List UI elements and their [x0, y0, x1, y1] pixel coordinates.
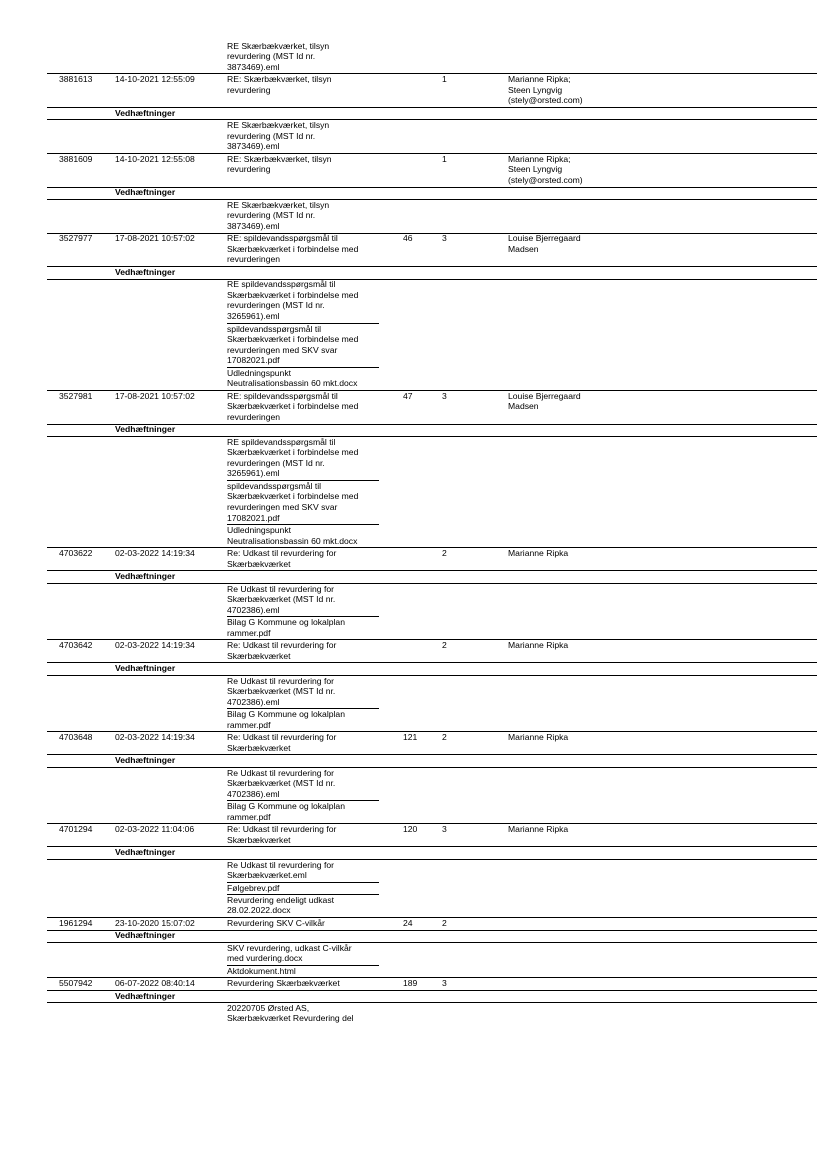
attachment-name-line: Re Udkast til revurdering for: [227, 583, 334, 594]
attachment-count: 1: [442, 153, 447, 164]
document-id: 3881609: [59, 153, 93, 164]
attachments-header-row: [0, 187, 827, 199]
attachments-label: Vedhæftninger: [115, 663, 176, 674]
recipients: [508, 732, 568, 743]
record-row: [0, 732, 827, 755]
attachment-name: [227, 883, 279, 894]
attachment-row: [0, 525, 827, 548]
attachment-name-line: Skærbækværket i forbindelse med: [227, 447, 359, 458]
attachments-label: Vedhæftninger: [115, 187, 176, 198]
document-title-line: Re: Udkast til revurdering for: [227, 640, 337, 651]
document-id: 3527977: [59, 233, 93, 244]
attachments-header-row: [0, 571, 827, 583]
document-title-line: revurdering: [227, 84, 271, 95]
attachment-row: [0, 41, 827, 75]
attachment-count: 2: [442, 640, 447, 651]
recipients-line: Marianne Ripka: [508, 548, 569, 559]
recipients-line: Madsen: [508, 243, 539, 254]
record-row: [0, 548, 827, 571]
document-title-line: Re: Udkast til revurdering for: [227, 548, 337, 559]
attachment-name-line: spildevandsspørgsmål til: [227, 323, 322, 334]
attachments-header-row: [0, 663, 827, 675]
record-row: [0, 824, 827, 847]
recipients: [508, 824, 568, 835]
attachment-name: [227, 525, 357, 546]
attachment-name-line: 4702386).eml: [227, 788, 280, 799]
attachment-row: [0, 368, 827, 391]
attachments-header-row: [0, 267, 827, 279]
attachment-name-line: Skærbækværket i forbindelse med: [227, 289, 359, 300]
document-title-line: RE: Skærbækværket, tilsyn: [227, 153, 332, 164]
document-title: [227, 918, 325, 929]
document-date: 02-03-2022 14:19:34: [115, 732, 195, 743]
attachments-header-row: [0, 847, 827, 859]
document-id: 5507942: [59, 978, 93, 989]
attachments-label: Vedhæftninger: [115, 755, 176, 766]
attachment-row: [0, 200, 827, 234]
recipients: [508, 74, 583, 106]
attachment-name-line: spildevandsspørgsmål til: [227, 480, 322, 491]
attachment-name: [227, 200, 329, 232]
document-date: 02-03-2022 14:19:34: [115, 640, 195, 651]
attachment-name-line: Re Udkast til revurdering for: [227, 859, 334, 870]
attachment-name: [227, 768, 335, 800]
recipients-line: Steen Lyngvig: [508, 164, 563, 175]
record-row: [0, 154, 827, 188]
recipients-line: Marianne Ripka;: [508, 74, 571, 85]
attachment-name-line: Skærbækværket i forbindelse med: [227, 334, 359, 345]
attachment-name-line: 3265961).eml: [227, 468, 280, 479]
recipients-line: Louise Bjerregaard: [508, 233, 581, 244]
attachments-label: Vedhæftninger: [115, 930, 176, 941]
recipients-line: Marianne Ripka: [508, 824, 569, 835]
document-title-line: RE: spildevandsspørgsmål til: [227, 233, 338, 244]
attachment-count: 3: [442, 824, 447, 835]
recipients: [508, 233, 581, 254]
recipients-line: Marianne Ripka;: [508, 153, 571, 164]
document-date: 14-10-2021 12:55:08: [115, 153, 195, 164]
attachments-header-row: [0, 108, 827, 120]
document-date: 02-03-2022 11:04:06: [115, 824, 195, 835]
attachment-name: [227, 895, 334, 916]
attachment-name-line: 3873469).eml: [227, 220, 280, 231]
document-title-line: RE: Skærbækværket, tilsyn: [227, 74, 332, 85]
attachment-name-line: rammer.pdf: [227, 627, 271, 638]
attachment-row: [0, 883, 827, 895]
attachment-row: [0, 801, 827, 824]
page-count: 120: [403, 824, 418, 835]
attachment-name-line: revurdering (MST Id nr.: [227, 130, 316, 141]
document-title: [227, 824, 336, 845]
attachment-name: [227, 584, 335, 616]
document-title-line: Skærbækværket: [227, 742, 291, 753]
recipients-line: Marianne Ripka: [508, 732, 569, 743]
document-date: 23-10-2020 15:07:02: [115, 917, 195, 928]
record-row: [0, 978, 827, 990]
record-row: [0, 918, 827, 930]
record-row: [0, 233, 827, 267]
attachments-label: Vedhæftninger: [115, 847, 176, 858]
attachment-name: [227, 943, 352, 964]
document-id: 4703622: [59, 548, 93, 559]
attachments-header-row: [0, 424, 827, 436]
attachment-row: [0, 324, 827, 368]
attachment-name-line: 3873469).eml: [227, 141, 280, 152]
attachment-count: 1: [442, 74, 447, 85]
attachment-name: [227, 41, 329, 73]
attachment-name-line: med vurdering.docx: [227, 953, 303, 964]
document-date: 17-08-2021 10:57:02: [115, 390, 195, 401]
attachment-name-line: revurdering (MST Id nr.: [227, 51, 316, 62]
document-title-line: Skærbækværket i forbindelse med: [227, 401, 359, 412]
attachment-name-line: RE spildevandsspørgsmål til: [227, 436, 336, 447]
attachment-name-line: 28.02.2022.docx: [227, 905, 291, 916]
recipients-line: Marianne Ripka: [508, 640, 569, 651]
attachment-row: [0, 943, 827, 966]
attachment-row: [0, 481, 827, 525]
attachment-name-line: Skærbækværket (MST Id nr.: [227, 686, 336, 697]
attachment-row: [0, 768, 827, 802]
attachment-name-line: 17082021.pdf: [227, 355, 280, 366]
document-date: 17-08-2021 10:57:02: [115, 233, 195, 244]
attachment-row: [0, 437, 827, 481]
attachments-label: Vedhæftninger: [115, 424, 176, 435]
recipients: [508, 640, 568, 651]
attachment-name: [227, 437, 358, 479]
attachment-name: [227, 709, 345, 730]
document-title: [227, 978, 340, 989]
recipients-line: (stely@orsted.com): [508, 174, 583, 185]
attachment-name-line: 17082021.pdf: [227, 512, 280, 523]
document-id: 1961294: [59, 917, 93, 928]
document-title-line: Skærbækværket i forbindelse med: [227, 243, 359, 254]
attachment-name-line: Re Udkast til revurdering for: [227, 675, 334, 686]
attachment-name-line: RE Skærbækværket, tilsyn: [227, 199, 330, 210]
document-title-line: Re: Udkast til revurdering for: [227, 732, 337, 743]
attachment-row: [0, 279, 827, 323]
attachment-name-line: Følgebrev.pdf: [227, 882, 280, 893]
record-row: [0, 74, 827, 108]
document-title: [227, 640, 336, 661]
attachment-name-line: Bilag G Kommune og lokalplan: [227, 617, 345, 628]
document-title-line: Skærbækværket: [227, 650, 291, 661]
attachment-name-line: Aktdokument.html: [227, 965, 296, 976]
attachment-name-line: Skærbækværket (MST Id nr.: [227, 594, 336, 605]
attachment-name-line: 4702386).eml: [227, 696, 280, 707]
recipients-line: Louise Bjerregaard: [508, 390, 581, 401]
attachment-name-line: Neutralisationsbassin 60 mkt.docx: [227, 378, 358, 389]
attachment-name-line: RE Skærbækværket, tilsyn: [227, 40, 330, 51]
attachment-name-line: rammer.pdf: [227, 811, 271, 822]
attachment-name: [227, 1003, 354, 1024]
attachment-name: [227, 801, 345, 822]
attachment-name-line: revurderingen (MST Id nr.: [227, 300, 325, 311]
attachment-name-line: revurderingen (MST Id nr.: [227, 457, 325, 468]
attachment-name: [227, 617, 345, 638]
attachment-name: [227, 860, 334, 881]
document-title-line: Skærbækværket: [227, 558, 291, 569]
document-title: [227, 391, 358, 423]
document-date: 02-03-2022 14:19:34: [115, 548, 195, 559]
document-id: 4701294: [59, 824, 93, 835]
document-id: 3527981: [59, 390, 93, 401]
attachments-label: Vedhæftninger: [115, 266, 176, 277]
attachment-row: [0, 584, 827, 618]
document-date: 06-07-2022 08:40:14: [115, 978, 195, 989]
document-title: [227, 154, 332, 175]
attachment-name-line: rammer.pdf: [227, 719, 271, 730]
attachment-count: 3: [442, 233, 447, 244]
recipients: [508, 154, 583, 186]
attachment-name-line: 3265961).eml: [227, 311, 280, 322]
document-title-line: Skærbækværket: [227, 834, 291, 845]
attachments-label: Vedhæftninger: [115, 107, 176, 118]
attachment-name-line: Skærbækværket Revurdering del: [227, 1013, 354, 1024]
attachment-row: [0, 1003, 827, 1026]
attachment-row: [0, 617, 827, 640]
document-title-line: revurderingen: [227, 411, 281, 422]
attachment-name-line: 20220705 Ørsted AS,: [227, 1002, 310, 1013]
document-date: 14-10-2021 12:55:09: [115, 74, 195, 85]
attachment-name-line: Udledningspunkt: [227, 367, 292, 378]
attachment-name-line: Revurdering endeligt udkast: [227, 894, 335, 905]
attachment-name-line: Skærbækværket.eml: [227, 870, 307, 881]
recipients-line: Madsen: [508, 401, 539, 412]
document-id: 4703642: [59, 640, 93, 651]
recipients-line: (stely@orsted.com): [508, 95, 583, 106]
recipients: [508, 548, 568, 559]
attachment-name-line: revurderingen med SKV svar: [227, 344, 338, 355]
page-count: 47: [403, 390, 413, 401]
attachment-name-line: Bilag G Kommune og lokalplan: [227, 801, 345, 812]
page-count: 46: [403, 233, 413, 244]
attachment-name-line: revurderingen med SKV svar: [227, 502, 338, 513]
attachment-name-line: Skærbækværket i forbindelse med: [227, 491, 359, 502]
attachments-header-row: [0, 991, 827, 1003]
attachment-row: [0, 120, 827, 154]
document-title: [227, 74, 332, 95]
document-title-line: revurderingen: [227, 254, 281, 265]
attachment-name-line: SKV revurdering, udkast C-vilkår: [227, 942, 352, 953]
page-count: 24: [403, 917, 413, 928]
attachment-row: [0, 709, 827, 732]
document-title-line: Re: Udkast til revurdering for: [227, 824, 337, 835]
attachment-count: 2: [442, 548, 447, 559]
document-id: 3881613: [59, 74, 93, 85]
attachments-header-row: [0, 930, 827, 942]
attachment-count: 3: [442, 390, 447, 401]
attachment-name-line: 3873469).eml: [227, 61, 280, 72]
attachment-row: [0, 676, 827, 710]
attachment-count: 2: [442, 732, 447, 743]
attachment-name-line: RE Skærbækværket, tilsyn: [227, 120, 330, 131]
page-count: 189: [403, 978, 418, 989]
recipients: [508, 391, 581, 412]
attachment-row: [0, 895, 827, 918]
document-title-line: Revurdering Skærbækværket: [227, 978, 340, 989]
recipients-line: Steen Lyngvig: [508, 84, 563, 95]
attachment-count: 3: [442, 978, 447, 989]
document-id: 4703648: [59, 732, 93, 743]
attachments-header-row: [0, 755, 827, 767]
document-title: [227, 548, 336, 569]
attachment-row: [0, 966, 827, 978]
attachment-name: [227, 279, 358, 321]
document-title-line: Revurdering SKV C-vilkår: [227, 917, 325, 928]
attachment-count: 2: [442, 917, 447, 928]
document-title: [227, 732, 336, 753]
attachment-name-line: Udledningspunkt: [227, 525, 292, 536]
document-title-line: RE: spildevandsspørgsmål til: [227, 390, 338, 401]
record-row: [0, 391, 827, 425]
attachment-name: [227, 676, 335, 708]
attachment-row: [0, 860, 827, 883]
attachment-name: [227, 324, 358, 366]
attachments-label: Vedhæftninger: [115, 571, 176, 582]
attachment-name: [227, 368, 357, 389]
attachment-name: [227, 481, 358, 523]
attachment-name: [227, 966, 296, 977]
document-title-line: revurdering: [227, 164, 271, 175]
attachment-name: [227, 120, 329, 152]
attachment-name-line: Neutralisationsbassin 60 mkt.docx: [227, 535, 358, 546]
attachments-label: Vedhæftninger: [115, 990, 176, 1001]
attachment-name-line: Bilag G Kommune og lokalplan: [227, 709, 345, 720]
record-row: [0, 640, 827, 663]
document-title: [227, 233, 358, 265]
page-count: 121: [403, 732, 418, 743]
attachment-name-line: Skærbækværket (MST Id nr.: [227, 778, 336, 789]
attachment-name-line: revurdering (MST Id nr.: [227, 210, 316, 221]
attachment-name-line: RE spildevandsspørgsmål til: [227, 279, 336, 290]
attachment-name-line: Re Udkast til revurdering for: [227, 767, 334, 778]
attachment-name-line: 4702386).eml: [227, 604, 280, 615]
